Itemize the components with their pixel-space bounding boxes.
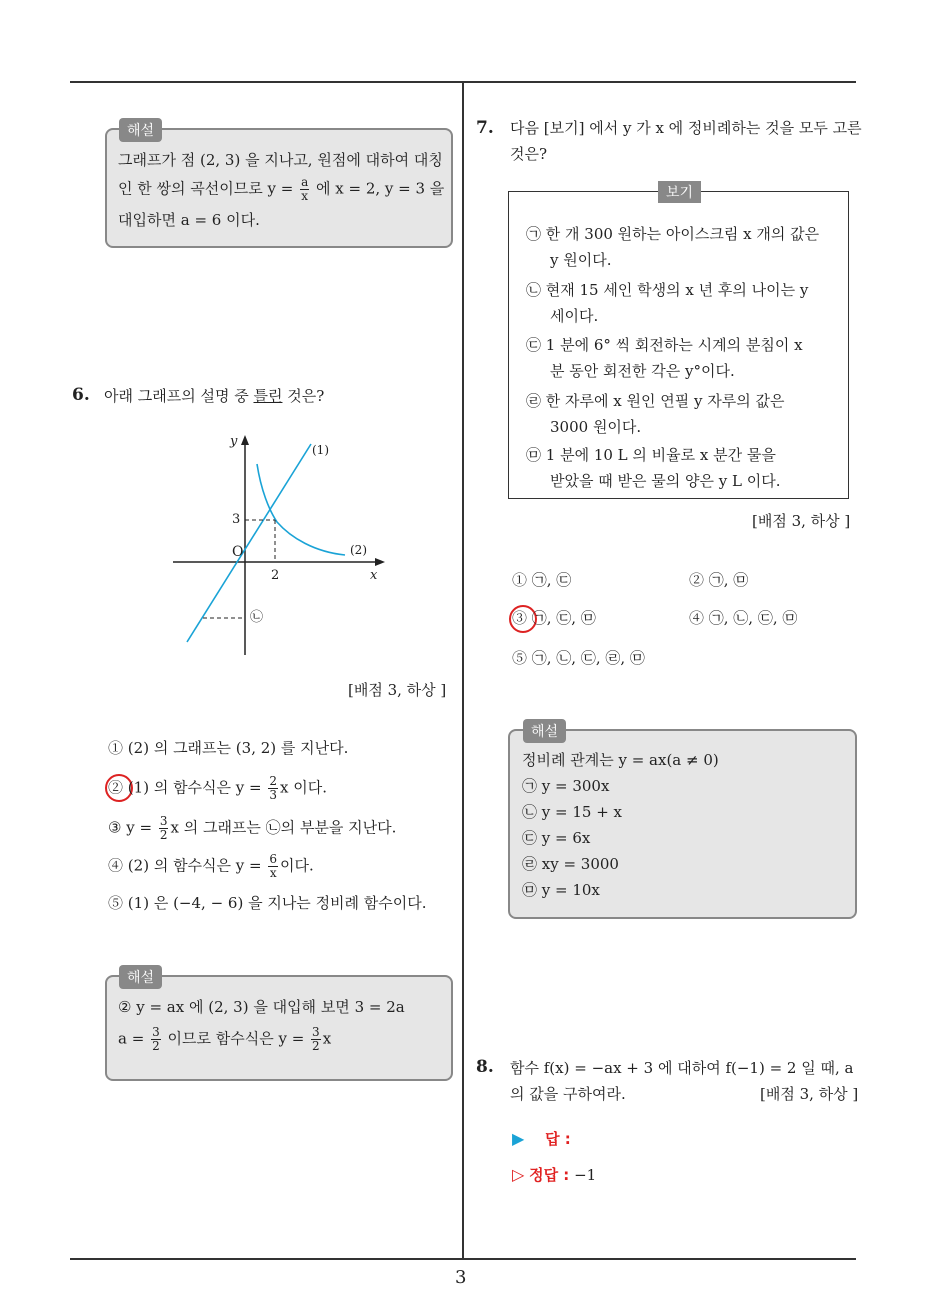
question-number-7: 7. (476, 118, 494, 138)
column-divider (462, 83, 464, 1258)
explain-line: 정비례 관계는 y = ax(a ≠ 0) (522, 751, 719, 769)
explain-tag: 해설 (119, 965, 162, 989)
bogi-item: 받았을 때 받은 물의 양은 y L 이다. (550, 472, 781, 490)
question-6-text: 아래 그래프의 설명 중 틀린 것은? (104, 387, 325, 405)
fraction: $\frac{a}{x}$ (301, 175, 309, 203)
question-number-6: 6. (72, 385, 90, 405)
explain-line: 대입하면 a = 6 이다. (118, 211, 260, 229)
q6-option-2: ② (1) 의 함수식은 y = $\frac{2}{3}$ x 이다. (108, 774, 328, 802)
fraction: $\frac{3}{2}$ (159, 814, 168, 842)
graph-tick-y: 3 (232, 512, 241, 527)
q8-meta: [배점 3, 하상 ] (760, 1085, 859, 1103)
question-8-text: 의 값을 구하여라. (510, 1085, 626, 1103)
bogi-item: ㉢ 1 분에 6° 씩 회전하는 시계의 분침이 x (526, 336, 803, 354)
bogi-item: 분 동안 회전한 각은 y°이다. (550, 362, 735, 380)
question-number-8: 8. (476, 1057, 494, 1077)
explain-line: 인 한 쌍의 곡선이므로 y = $\frac{a}{x}$ 에 x = 2, y = 3 을 (118, 175, 445, 203)
correct-value: −1 (574, 1166, 597, 1184)
graph-origin: O (232, 544, 244, 560)
fraction: $\frac{2}{3}$ (269, 774, 278, 802)
q6-graph (165, 430, 405, 670)
explain-tag: 해설 (119, 118, 162, 142)
bogi-item: ㉤ 1 분에 10 L 의 비율로 x 분간 물을 (526, 446, 776, 464)
page-number: 3 (455, 1267, 467, 1288)
q7-choice-1: ① ㉠, ㉢ (512, 571, 572, 589)
graph-label-2: (2) (350, 543, 367, 557)
bogi-item: ㉠ 한 개 300 원하는 아이스크림 x 개의 값은 (526, 225, 820, 243)
bogi-item: ㉡ 현재 15 세인 학생의 x 년 후의 나이는 y (526, 281, 809, 299)
explain-tag: 해설 (523, 719, 566, 743)
explain-line: 그래프가 점 (2, 3) 을 지나고, 원점에 대하여 대칭 (118, 151, 443, 169)
explain-line: ㉣ xy = 3000 (522, 855, 619, 873)
question-7-text: 다음 [보기] 에서 y 가 x 에 정비례하는 것을 모두 고른 (510, 119, 862, 137)
bogi-item: ㉣ 한 자루에 x 원인 연필 y 자루의 값은 (526, 392, 785, 410)
q7-choice-3: ③ ㉠, ㉢, ㉤ (512, 609, 596, 627)
correct-answer-line (512, 1165, 596, 1185)
q6-meta: [배점 3, 하상 ] (348, 681, 447, 699)
q6-option-4: ④ (2) 의 함수식은 y = $\frac{6}{x}$ 이다. (108, 852, 314, 880)
explain-line: ㉠ y = 300x (522, 777, 610, 795)
q7-meta: [배점 3, 하상 ] (752, 512, 851, 530)
hollow-arrow-icon: ▷ (512, 1165, 525, 1184)
answer-line[interactable] (512, 1129, 571, 1149)
q7-choice-5: ⑤ ㉠, ㉡, ㉢, ㉣, ㉤ (512, 649, 645, 667)
q6-option-5: ⑤ (1) 은 (−4, − 6) 을 지나는 정비례 함수이다. (108, 894, 427, 912)
explain-line: ㉢ y = 6x (522, 829, 591, 847)
fraction: $\frac{3}{2}$ (312, 1025, 320, 1053)
graph-region-label: ㉡ (250, 610, 264, 625)
bogi-item: y 원이다. (550, 251, 612, 269)
q6-option-1: ① (2) 의 그래프는 (3, 2) 를 지난다. (108, 739, 349, 757)
bogi-tag: 보기 (658, 181, 701, 203)
question-7-text: 것은? (510, 145, 548, 163)
bogi-item: 세이다. (550, 307, 599, 325)
q7-choice-4: ④ ㉠, ㉡, ㉢, ㉤ (689, 609, 798, 627)
question-8-text: 함수 f(x) = −ax + 3 에 대하여 f(−1) = 2 일 때, a (510, 1059, 854, 1077)
explain-line: ② y = ax 에 (2, 3) 을 대입해 보면 3 = 2a (118, 998, 405, 1016)
bogi-item: 3000 원이다. (550, 418, 642, 436)
graph-x-label: x (370, 568, 378, 583)
fraction: $\frac{6}{x}$ (269, 852, 278, 880)
graph-label-1: (1) (312, 443, 329, 457)
correct-label: 정답 : (529, 1166, 570, 1184)
explain-line: ㉤ y = 10x (522, 881, 600, 899)
q7-choice-2: ② ㉠, ㉤ (689, 571, 749, 589)
explain-line: ㉡ y = 15 + x (522, 803, 622, 821)
arrow-right-icon: ▶ (512, 1129, 525, 1148)
answer-label: 답 : (545, 1130, 571, 1148)
fraction: $\frac{3}{2}$ (152, 1025, 160, 1053)
q6-option-3: ③ y = $\frac{3}{2}$ x 의 그래프는 ㉡의 부분을 지난다. (108, 814, 397, 842)
graph-y-label: y (230, 434, 238, 449)
graph-tick-x: 2 (271, 568, 280, 583)
bottom-rule (70, 1258, 856, 1260)
explain-line: a = $\frac{3}{2}$ 이므로 함수식은 y = $\frac{3}{2}$ x (118, 1025, 332, 1053)
